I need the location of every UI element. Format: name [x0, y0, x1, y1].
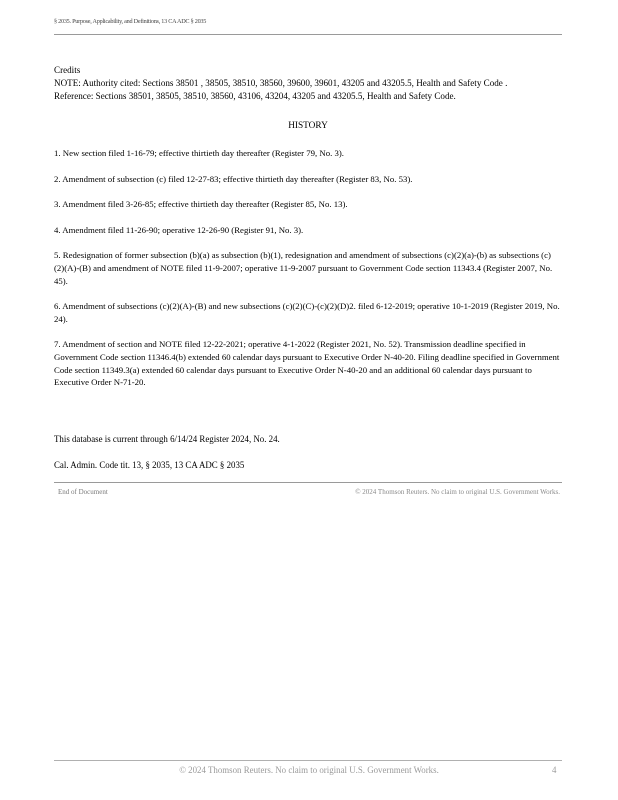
history-list: [54, 147, 560, 402]
history-item: 1. New section filed 1-16-79; effective thirtieth day thereafter (Register 79, No. 3).: [54, 148, 344, 158]
footer-divider: [54, 760, 562, 761]
credits-reference: Reference: Sections 38501, 38505, 38510, 38560, 43106, 43204, 43205 and 43205.5, Health and Safety Code.: [54, 91, 456, 101]
credits-section: [54, 64, 564, 103]
running-header: § 2035. Purpose, Applicability, and Definitions, 13 CA ADC § 2035: [54, 18, 207, 25]
header-divider: [54, 34, 562, 35]
history-item: 4. Amendment filed 11-26-90; operative 12-26-90 (Register 91, No. 3).: [54, 224, 304, 235]
end-of-document-copyright: © 2024 Thomson Reuters. No claim to original U.S. Government Works.: [355, 488, 560, 496]
history-item: 7. Amendment of section and NOTE filed 12-22-2021; operative 4-1-2022 (Register 2021, No. 52). Transmission deadline specified in Government Code section 11346.4(b) extended 60 calendar days pursuant to Executive Order N-40-20. Filing deadline specified in Government Code section 11349.3(a) extended 60 calendar days pursuant to Executive Order N-40-20 and an additional 60 calendar days pursuant to Executive Order N-71-20.: [54, 339, 560, 388]
history-item: 2. Amendment of subsection (c) filed 12-27-83; effective thirtieth day thereafter (Register 83, No. 53).: [54, 173, 413, 184]
history-item: 6. Amendment of subsections (c)(2)(A)-(B) and new subsections (c)(2)(C)-(c)(2)(D)2. filed 6-12-2019; operative 10-1-2019 (Register 2019, No. 24).: [54, 301, 560, 324]
credits-heading: Credits: [54, 65, 81, 75]
database-currency-note: This database is current through 6/14/24 Register 2024, No. 24.: [54, 434, 280, 444]
end-of-document-divider: [54, 482, 562, 483]
citation-line: Cal. Admin. Code tit. 13, § 2035, 13 CA ADC § 2035: [54, 460, 245, 470]
history-heading: HISTORY: [288, 121, 328, 131]
footer-copyright: © 2024 Thomson Reuters. No claim to original U.S. Government Works.: [179, 765, 439, 775]
history-item: 3. Amendment filed 3-26-85; effective thirtieth day thereafter (Register 85, No. 13).: [54, 199, 348, 210]
page-number: 4: [552, 765, 557, 775]
history-item: 5. Redesignation of former subsection (b)(a) as subsection (b)(1), redesignation and amendment of subsections (c)(2)(a)-(b) as subsections (c)(2)(A)-(B) and amendment of NOTE filed 11-9-2007; operative 11-9-2007 pursuant to Government Code section 11343.4 (Register 2007, No. 45).: [54, 250, 553, 286]
credits-authority-note: NOTE: Authority cited: Sections 38501 , 38505, 38510, 38560, 39600, 39601, 43205 and 43205.5, Health and Safety Code .: [54, 78, 508, 88]
end-of-document-label: End of Document: [58, 488, 108, 496]
